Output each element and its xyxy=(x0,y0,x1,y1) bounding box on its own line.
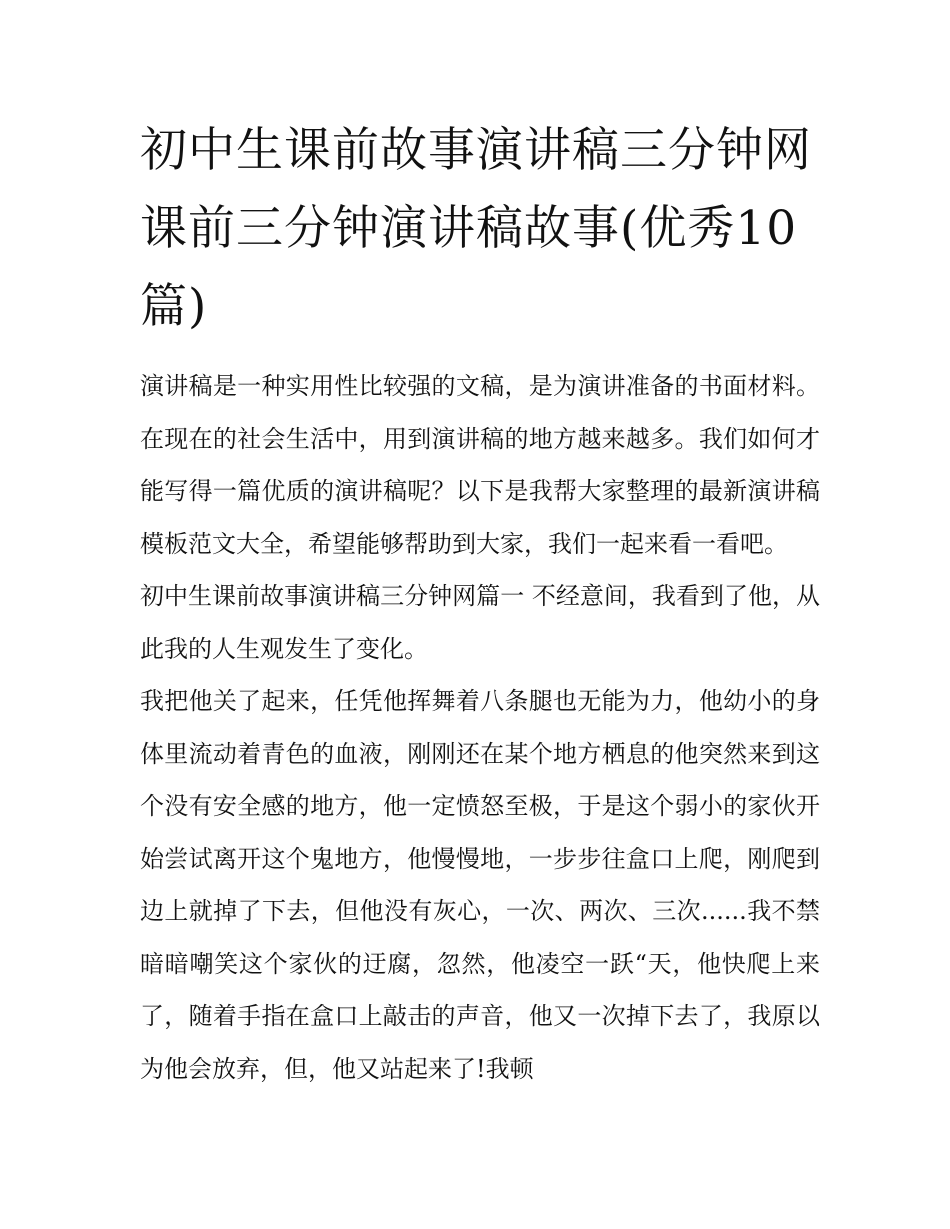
story-paragraph: 我把他关了起来，任凭他挥舞着八条腿也无能为力，他幼小的身体里流动着青色的血液，刚刚还在某个地方栖息的他突然来到这个没有安全感的地方，他一定愤怒至极，于是这个弱小的家伙开始尝试离开这个鬼地方，他慢慢地，一步步往盒口上爬，刚爬到边上就掉了下去，但他没有灰心，一次、两次、三次......我不禁暗暗嘲笑这个家伙的迂腐，忽然，他凌空一跃“天，他快爬上来了，随着手指在盒口上敲击的声音，他又一次掉下去了，我原以为他会放弃，但，他又站起来了!我顿 xyxy=(140,687,820,1083)
section-one-paragraph: 初中生课前故事演讲稿三分钟网篇一 不经意间，我看到了他，从此我的人生观发生了变化。 xyxy=(140,582,820,663)
intro-paragraph: 演讲稿是一种实用性比较强的文稿，是为演讲准备的书面材料。在现在的社会生活中，用到演讲稿的地方越来越多。我们如何才能写得一篇优质的演讲稿呢？以下是我帮大家整理的最新演讲稿模板范文大全，希望能够帮助到大家，我们一起来看一看吧。 xyxy=(140,372,820,558)
document-title: 初中生课前故事演讲稿三分钟网 课前三分钟演讲稿故事(优秀10篇) xyxy=(140,123,812,334)
document-page xyxy=(140,112,820,1095)
